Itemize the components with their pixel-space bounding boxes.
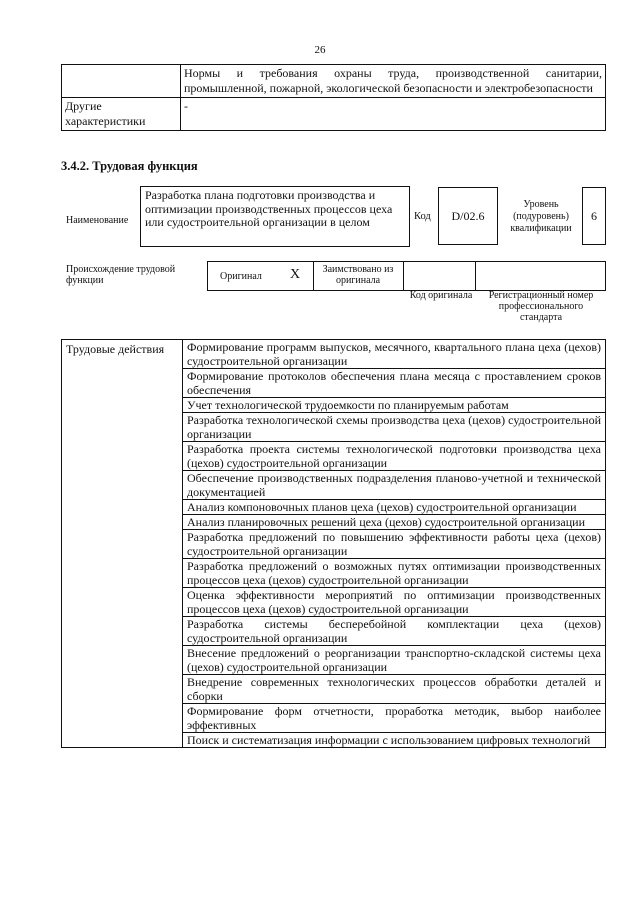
original-cell [208, 262, 314, 290]
name-label: Наименование [66, 215, 129, 226]
labor-action-item: Поиск и систематизация информации с использованием цифровых технологий [183, 733, 606, 748]
other-characteristics-value: - [181, 98, 606, 131]
function-name-box: Разработка плана подготовки производства и оптимизации производственных процессов цеха или судостроительной организации в целом [140, 186, 410, 247]
borrowed-cell [313, 262, 404, 290]
origin-row [207, 261, 606, 291]
table-row [62, 98, 606, 131]
code-label: Код [414, 211, 431, 222]
labor-action-item: Внесение предложений о реорганизации транспортно-складской системы цеха (цехов) судостроительной организации [183, 646, 606, 675]
table-row [62, 65, 606, 98]
registration-number-label: Регистрационный номер профессионального стандарта [488, 290, 594, 323]
labor-actions-table [61, 339, 606, 748]
labor-action-item: Разработка технологической схемы производства цеха (цехов) судостроительной организации [183, 413, 606, 442]
qualification-level-label: Уровень (подуровень) квалификации [510, 199, 572, 234]
function-code-box: D/02.6 [438, 187, 498, 245]
empty-label-cell [62, 65, 181, 98]
qualification-level-box: 6 [582, 187, 606, 245]
table-row [62, 340, 606, 369]
labor-action-item: Внедрение современных технологических процессов обработки деталей и сборки [183, 675, 606, 704]
code-original-label: Код оригинала [409, 290, 473, 301]
labor-action-item: Разработка системы бесперебойной комплектации цеха (цехов) судостроительной организации [183, 617, 606, 646]
code-original-cell [403, 262, 476, 290]
labor-action-item: Учет технологической трудоемкости по планируемым работам [183, 398, 606, 413]
labor-action-item: Анализ компоновочных планов цеха (цехов) судостроительной организации [183, 500, 606, 515]
norms-cell: Нормы и требования охраны труда, производственной санитарии, промышленной, пожарной, экологической безопасности и электробезопасности [181, 65, 606, 98]
labor-action-item: Разработка проекта системы технологической подготовки производства цеха (цехов) судостроительной организации [183, 442, 606, 471]
section-heading: 3.4.2. Трудовая функция [61, 159, 198, 173]
labor-action-item: Анализ планировочных решений цеха (цехов) судостроительной организации [183, 515, 606, 530]
labor-action-item: Формирование форм отчетности, проработка методик, выбор наиболее эффективных [183, 704, 606, 733]
original-mark: X [290, 267, 301, 282]
labor-action-item: Оценка эффективности мероприятий по оптимизации производственных процессов цеха (цехов) судостроительной организации [183, 588, 606, 617]
other-characteristics-label: Другие характеристики [62, 98, 181, 131]
original-label: Оригинал [220, 271, 262, 282]
page-number: 26 [314, 44, 326, 56]
borrowed-label: Заимствовано из оригинала [322, 264, 394, 286]
origin-label: Происхождение трудовой функции [66, 264, 176, 286]
labor-action-item: Формирование протоколов обеспечения плана месяца с проставлением сроков обеспечения [183, 369, 606, 398]
labor-actions-label: Трудовые действия [62, 340, 183, 748]
labor-action-item: Обеспечение производственных подразделения планово-учетной и технической документацией [183, 471, 606, 500]
actions-body [62, 340, 606, 748]
requirements-table [61, 64, 606, 131]
labor-action-item: Формирование программ выпусков, месячного, квартального плана цеха (цехов) судостроительной организации [183, 340, 606, 369]
labor-action-item: Разработка предложений о возможных путях оптимизации производственных процессов цеха (цехов) судостроительной организации [183, 559, 606, 588]
labor-action-item: Разработка предложений по повышению эффективности работы цеха (цехов) судостроительной организации [183, 530, 606, 559]
